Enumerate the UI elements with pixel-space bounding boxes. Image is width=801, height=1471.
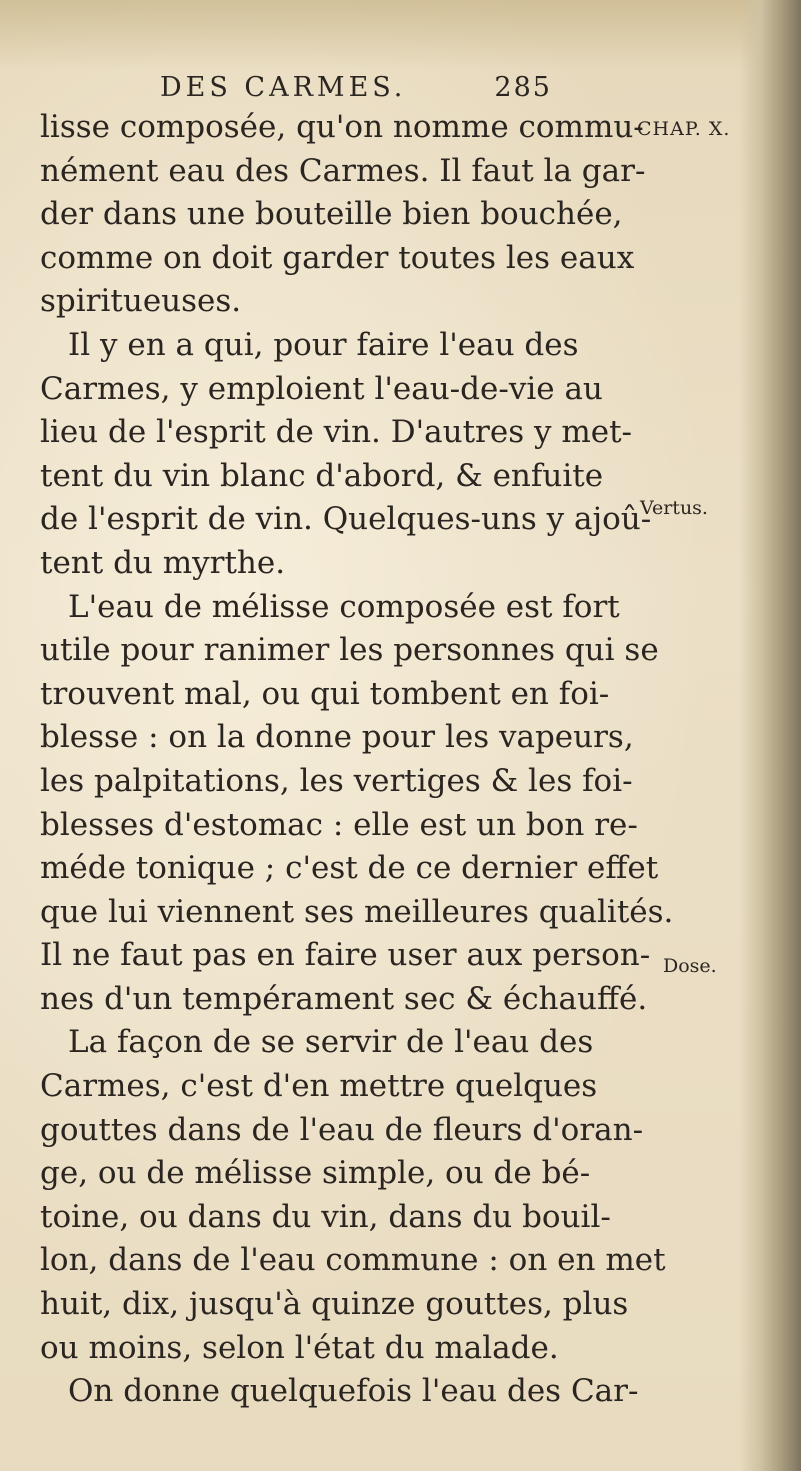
text-line: méde tonique ; c'est de ce dernier effet xyxy=(40,850,659,887)
text-line: huit, dix, jusqu'à quinze gouttes, plus xyxy=(40,1286,629,1323)
text-line: les palpitations, les vertiges & les foi- xyxy=(40,762,633,799)
page-edge-shadow xyxy=(739,0,801,1471)
text-line: lisse composée, qu'on nomme commu- xyxy=(40,109,644,145)
text-line: der dans une bouteille bien bouchée, xyxy=(40,196,623,233)
margin-note-vertus: Vertus. xyxy=(640,497,708,519)
text-line: nes d'un tempérament sec & échauffé. xyxy=(40,980,648,1017)
text-line: Il y en a qui, pour faire l'eau des xyxy=(68,326,579,363)
text-line: ge, ou de mélisse simple, ou de bé- xyxy=(40,1155,591,1192)
text-line: lon, dans de l'eau commune : on en met xyxy=(40,1242,666,1279)
text-line: nément eau des Carmes. Il faut la gar- xyxy=(40,152,646,189)
text-line: de l'esprit de vin. Quelques-uns y ajoû- xyxy=(40,501,652,538)
text-line: La façon de se servir de l'eau des xyxy=(68,1024,594,1061)
text-line: toine, ou dans du vin, dans du bouil- xyxy=(40,1198,611,1235)
text-line: tent du vin blanc d'abord, & enfuite xyxy=(40,457,604,494)
page-stain xyxy=(0,0,801,70)
text-line: utile pour ranimer les personnes qui se xyxy=(40,632,659,669)
text-line: que lui viennent ses meilleures qualités. xyxy=(40,893,674,930)
text-line: spiritueuses. xyxy=(40,283,242,320)
text-line: blesses d'estomac : elle est un bon re- xyxy=(40,806,638,843)
text-line: gouttes dans de l'eau de fleurs d'oran- xyxy=(40,1111,644,1148)
text-line: trouvent mal, ou qui tombent en foi- xyxy=(40,675,610,712)
text-line: On donne quelquefois l'eau des Car- xyxy=(68,1373,639,1410)
text-line: Il ne faut pas en faire user aux person- xyxy=(40,937,651,974)
text-line: ou moins, selon l'état du malade. xyxy=(40,1329,559,1366)
margin-note-dose: Dose. xyxy=(663,955,717,977)
text-line: Carmes, y emploient l'eau-de-vie au xyxy=(40,370,603,407)
running-head-title: DES CARMES. xyxy=(160,72,407,103)
text-line: L'eau de mélisse composée est fort xyxy=(68,588,620,625)
page-number: 285 xyxy=(494,72,552,103)
text-line: comme on doit garder toutes les eaux xyxy=(40,239,635,276)
text-line: lieu de l'esprit de vin. D'autres y met- xyxy=(40,414,633,451)
text-line: Carmes, c'est d'en mettre quelques xyxy=(40,1068,598,1105)
text-line: tent du myrthe. xyxy=(40,544,286,581)
margin-note-chapter: CHAP. X. xyxy=(637,118,731,140)
text-line: blesse : on la donne pour les vapeurs, xyxy=(40,719,634,756)
running-head xyxy=(160,72,552,103)
